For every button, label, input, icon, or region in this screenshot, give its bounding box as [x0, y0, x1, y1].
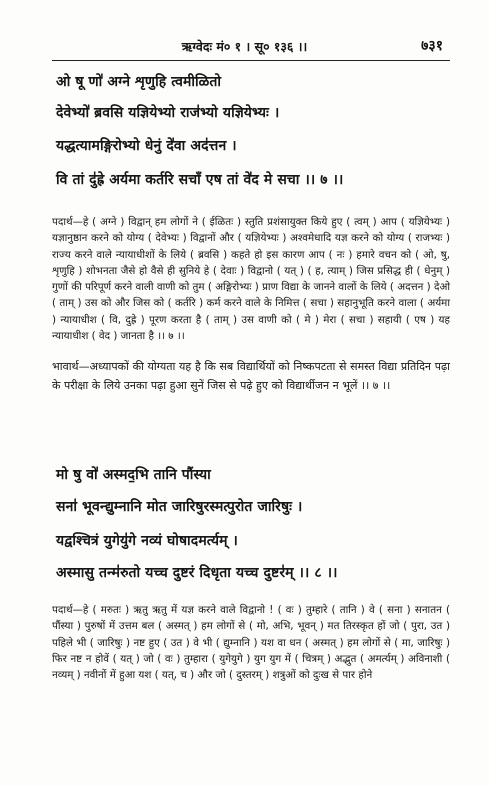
mantra-8-line-2: सना॑ भूवन्द्युम्नानि मोत जारिषुरस्मत्पुरोत जारिषुः ।	[56, 499, 303, 515]
padartha-7-text: पदार्थ—हे ( अग्ने ) विद्वान् हम लोगों ने ( ईळितः ) स्तुति प्रशंसायुक्त किये हुए ( त्वम् ) आप ( यज्ञियेभ्यः ) यज्ञानुष्ठान करने को योग्य ( देवेभ्यः ) विद्वानों और ( यज्ञियेभ्यः ) अश्वमेधादि यज्ञ करने को योग्य ( राजभ्यः ) राज्य करने वाले न्यायाधीशों के लिये ( ब्रवसि ) कहते हो इस कारण आप ( नः ) हमारे वचन को ( ओ, षु, शृणुहि ) शोभनता जैसे हो वैसे ही सुनिये हे ( देवाः ) विद्वानो ( यत् ) ( ह, त्याम् ) जिस प्रसिद्ध ही ( धेनुम् ) गुणों की परिपूर्ण करने वाली वाणी को तुम ( अङ्गिरोभ्यः ) प्राण विद्या के जानने वालों के लिये ( अदत्तन ) देओ ( ताम् ) उस को और जिस को ( कर्तरि ) कर्म करने वाले के निमित्त ( सचा ) सहानुभूति करने वाला ( अर्यमा ) न्यायाधीश ( वि, दुह्रे ) पूरण करता है ( ताम् ) उस वाणी को ( मे ) मेरा ( सचा ) सहायी ( एष ) यह न्यायाधीश ( वेद ) जानता है ।। ७ ।।	[52, 216, 450, 343]
mantra-7-line-2: देवेभ्यो॑ ब्रवसि यज्ञियेभ्यो राज॑भ्यो यज्ञियेभ्यः ।	[56, 105, 280, 121]
mantra-7-line-3: यद्धत्यामङ्गिरोभ्यो धेनुं दे॑वा अद॑त्तन ।	[56, 138, 237, 154]
mantra-7-line-1: ओ षू णो॑ अग्ने शृणुहि त्वमीळितो	[56, 74, 222, 90]
mantra-7-line-4: वि तां दु॑ह्रे अर्यमा कर्तरि सचाँ एष तां वे॑द मे सचा ।। ७ ।।	[56, 172, 344, 188]
padartha-7	[52, 214, 450, 344]
bhavartha-7	[52, 358, 450, 395]
bhavartha-7-text: भावार्थ—अध्यापकों की योग्यता यह है कि सब विद्यार्थियों को निष्कपटता से समस्त विद्या प्रतिदिन पढ़ा के परीक्षा के लिये उनका पढ़ा हुआ सुनें जिस से पढ़े हुए को विद्यार्थीजन न भूलें ।। ७ ।।	[52, 360, 450, 392]
padartha-8-text: पदार्थ—हे ( मरुतः ) ऋतु ऋतु में यज्ञ करने वाले विद्वानो ! ( वः ) तुम्हारे ( तानि ) वे ( सना ) सनातन ( पौंस्या ) पुरुषों में उत्तम बल ( अस्मत् ) हम लोगों से ( मो, अभि, भूवन् ) मत तिरस्कृत हों जो ( पुरा, उत ) पहिले भी ( जारिषुः ) नष्ट हुए ( उत ) वे भी ( द्युम्नानि ) यश वा धन ( अस्मत् ) हम लोगों से ( मा, जारिषुः ) फिर नष्ट न होवें ( यत् ) जो ( वः ) तुम्हारा ( युगेयुगे ) युग युग में ( चित्रम् ) अद्भुत ( अमर्त्यम् ) अविनाशी ( नव्यम् ) नवीनों में हुआ यश ( यत्, च ) और जो ( दुस्तरम् ) शत्रुओं को दुःख से पार होने	[52, 604, 450, 682]
mantra-8-line-3: यद्वश्चित्रं युगेयु॑गे नव्यं घोषादमर्त्यम् ।	[56, 533, 238, 549]
header-title: ऋग्वेदः मं० १ । सू० १३६ ।।	[181, 39, 308, 54]
padartha-8	[52, 602, 450, 683]
mantra-8-line-1: मो षु वो॑ अस्मद॒भि तानि पौंस्या	[56, 467, 211, 483]
mantra-8-line-4: अस्मासु तन्म॑रुतो यच्च दुष्टरं दिधृता यच्च दुष्टर॑म् ।। ८ ।।	[56, 565, 338, 581]
page-number: ७३१	[421, 38, 443, 54]
running-header	[0, 36, 489, 58]
header-rule	[52, 60, 450, 61]
